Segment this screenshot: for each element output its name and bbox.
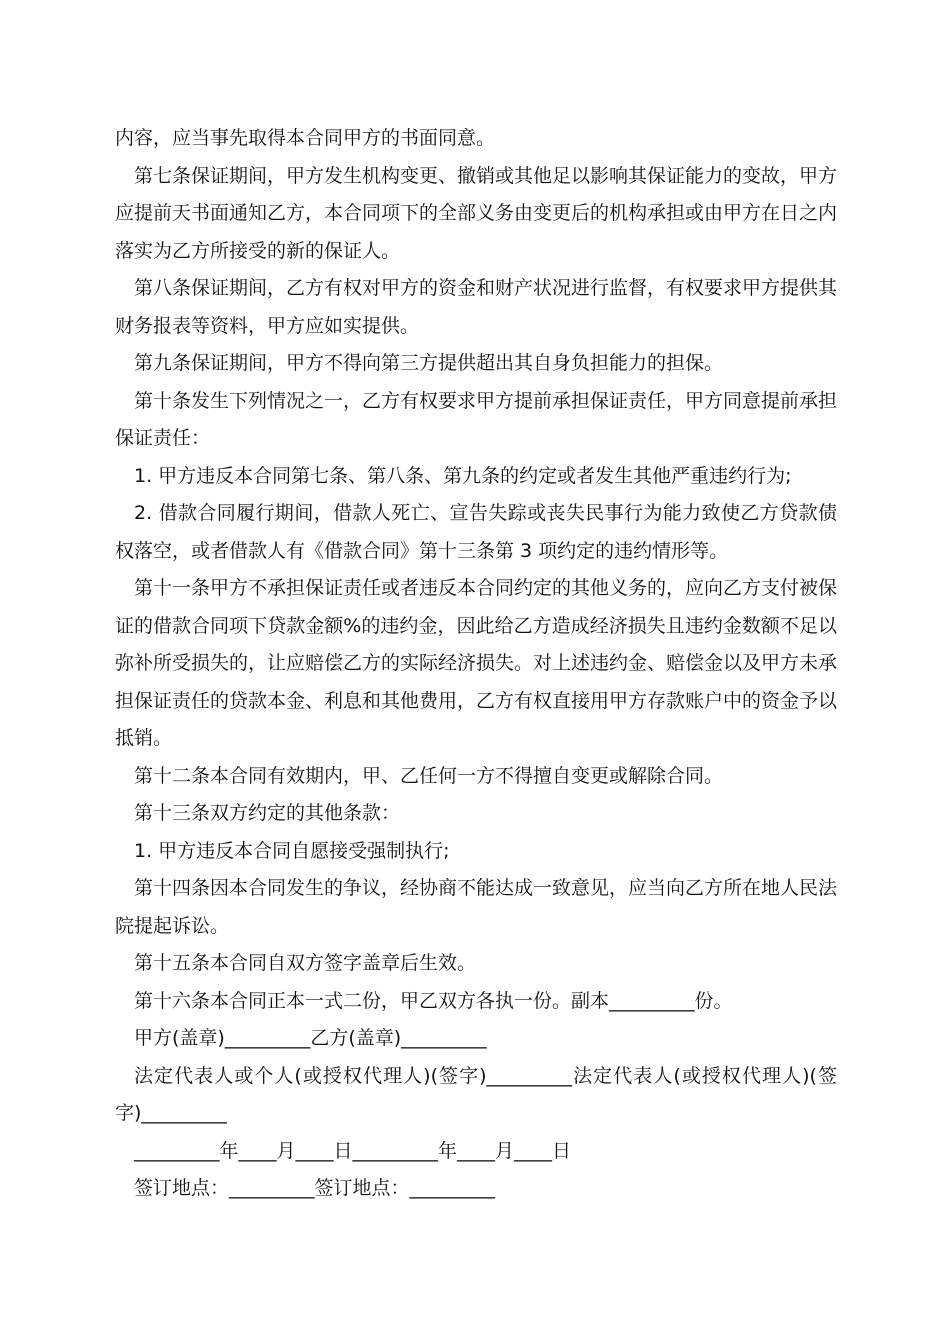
signature-date-line: _________年____月____日_________年____月____日 [134,1139,572,1162]
clause-10-item-1: 1. 甲方违反本合同第七条、第八条、第九条的约定或者发生其他严重违约行为; [134,464,792,487]
signature-seal-line: 甲方(盖章)_________乙方(盖章)_________ [134,1027,487,1049]
clause-13: 第十三条双方约定的其他条款： [134,802,401,824]
clause-12: 第十二条本合同有效期内，甲、乙任何一方不得擅自变更或解除合同。 [134,764,724,787]
clause-10-item-2: 2. 借款合同履行期间，借款人死亡、宣告失踪或丧失民事行为能力致使乙方贷款债权落空，或者借款人有《借款合同》第十三条第 3 项约定的违约情形等。 [115,502,837,562]
clause-14: 第十四条因本合同发生的争议，经协商不能达成一致意见，应当向乙方所在地人民法院提起诉讼。 [115,877,838,937]
clause-13-item-1: 1. 甲方违反本合同自愿接受强制执行; [134,839,450,862]
paragraph-continuation: 内容，应当事先取得本合同甲方的书面同意。 [115,127,496,149]
clause-15: 第十五条本合同自双方签字盖章后生效。 [134,952,477,974]
signature-location-line: 签订地点：_________签订地点：_________ [134,1177,496,1199]
clause-8: 第八条保证期间，乙方有权对甲方的资金和财产状况进行监督，有权要求甲方提供其财务报表等资料，甲方应如实提供。 [115,277,838,337]
signature-representative-line: 法定代表人或个人(或授权代理人)(签字)_________法定代表人(或授权代理人)(签字)_________ [115,1064,837,1124]
document-page [115,120,837,1208]
clause-16: 第十六条本合同正本一式二份，甲乙双方各执一份。副本_________份。 [134,989,733,1012]
clause-10: 第十条发生下列情况之一，乙方有权要求甲方提前承担保证责任，甲方同意提前承担保证责任： [115,389,838,449]
clause-7: 第七条保证期间，甲方发生机构变更、撤销或其他足以影响其保证能力的变故，甲方应提前天书面通知乙方，本合同项下的全部义务由变更后的机构承担或由甲方在日之内落实为乙方所接受的新的保证人。 [115,164,838,262]
clause-9: 第九条保证期间，甲方不得向第三方提供超出其自身负担能力的担保。 [134,352,724,374]
clause-11: 第十一条甲方不承担保证责任或者违反本合同约定的其他义务的，应向乙方支付被保证的借款合同项下贷款金额%的违约金，因此给乙方造成经济损失且违约金数额不足以弥补所受损失的，让应赔偿乙方的实际经济损失。对上述违约金、赔偿金以及甲方未承担保证责任的贷款本金、利息和其他费用，乙方有权直接用甲方存款账户中的资金予以抵销。 [115,577,838,749]
